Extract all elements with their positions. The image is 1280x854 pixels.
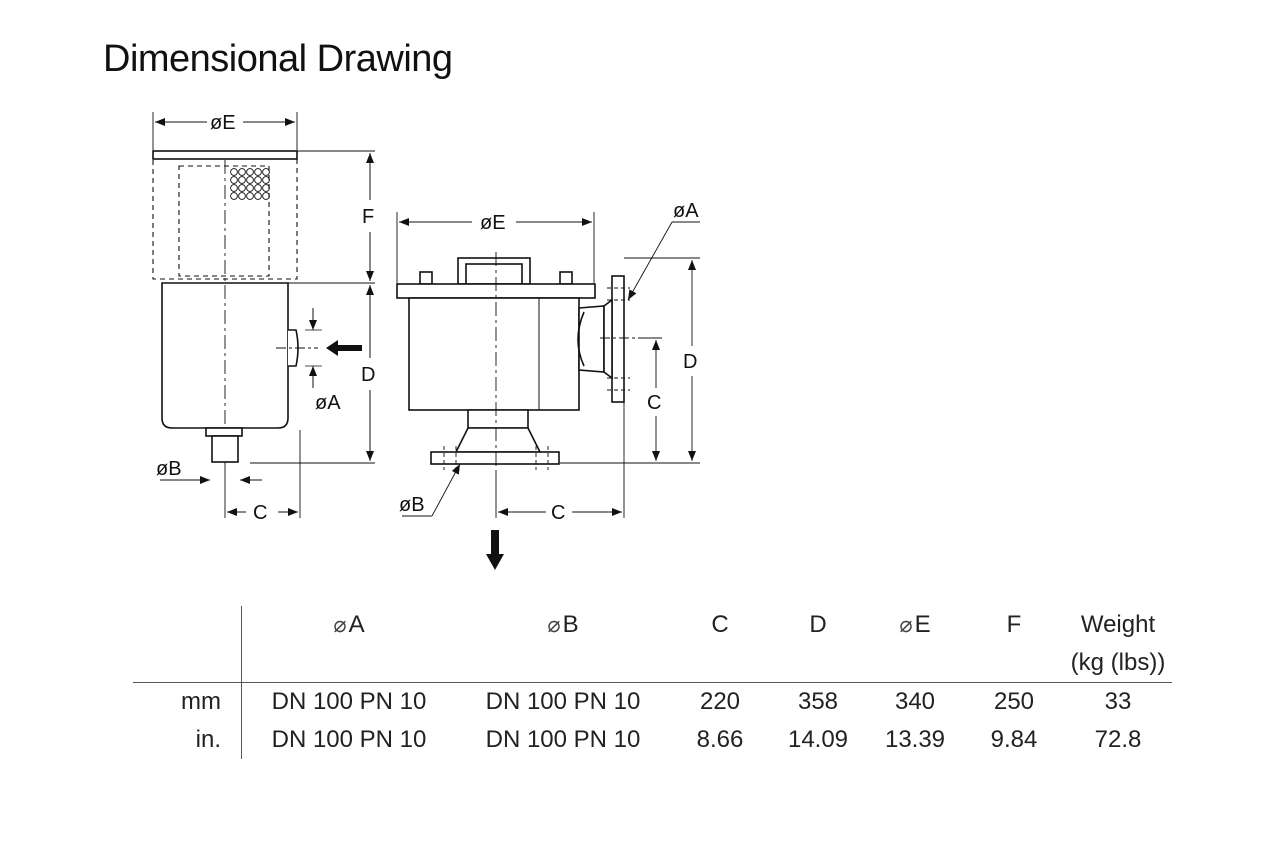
table-row bbox=[133, 721, 1172, 759]
cell-weight: 72.8 bbox=[1094, 726, 1142, 753]
header-weight-unit: (kg (lbs)) bbox=[1064, 644, 1172, 683]
header-dia-e: ⌀E bbox=[899, 611, 931, 638]
dimensions-table bbox=[133, 606, 1172, 759]
cell-dia-b: DN 100 PN 10 bbox=[485, 726, 641, 753]
row-unit: mm bbox=[133, 683, 242, 722]
label-dia-e-right: øE bbox=[480, 212, 506, 234]
label-c-left: C bbox=[253, 502, 268, 524]
label-dia-b-right: øB bbox=[399, 494, 425, 516]
page-title: Dimensional Drawing bbox=[103, 38, 453, 80]
filter-mesh-icon bbox=[231, 169, 270, 200]
left-view bbox=[153, 112, 375, 518]
cell-dia-e: 13.39 bbox=[884, 726, 946, 753]
label-dia-a-right: øA bbox=[673, 200, 699, 222]
cell-c: 8.66 bbox=[696, 726, 744, 753]
label-dia-e-left: øE bbox=[210, 112, 236, 134]
cell-dia-a: DN 100 PN 10 bbox=[271, 688, 427, 715]
cell-c: 220 bbox=[699, 688, 741, 715]
cell-dia-a: DN 100 PN 10 bbox=[271, 726, 427, 753]
header-f: F bbox=[1006, 611, 1022, 638]
label-c-right-vertical: C bbox=[647, 392, 662, 414]
cell-f: 9.84 bbox=[990, 726, 1038, 753]
label-d-right: D bbox=[683, 351, 698, 373]
label-f: F bbox=[362, 206, 375, 228]
header-c: C bbox=[711, 611, 729, 638]
cell-d: 14.09 bbox=[787, 726, 849, 753]
label-d-left: D bbox=[361, 364, 376, 386]
inlet-arrow-icon bbox=[326, 340, 362, 356]
cell-f: 250 bbox=[993, 688, 1035, 715]
label-dia-b-left: øB bbox=[156, 458, 182, 480]
row-unit: in. bbox=[133, 721, 242, 759]
header-dia-a: ⌀A bbox=[333, 611, 365, 638]
table-corner bbox=[133, 606, 242, 644]
header-weight: Weight bbox=[1080, 611, 1156, 638]
table-row bbox=[133, 683, 1172, 722]
cell-dia-b: DN 100 PN 10 bbox=[485, 688, 641, 715]
table-header-unit-row bbox=[133, 644, 1172, 683]
cell-weight: 33 bbox=[1104, 688, 1132, 715]
outlet-arrow-icon bbox=[486, 530, 504, 570]
cell-dia-e: 340 bbox=[894, 688, 936, 715]
header-d: D bbox=[809, 611, 827, 638]
cell-d: 358 bbox=[797, 688, 839, 715]
header-dia-b: ⌀B bbox=[547, 611, 579, 638]
table-header-row bbox=[133, 606, 1172, 644]
label-dia-a-left: øA bbox=[315, 392, 341, 414]
label-c-right: C bbox=[551, 502, 566, 524]
right-view bbox=[397, 258, 624, 464]
